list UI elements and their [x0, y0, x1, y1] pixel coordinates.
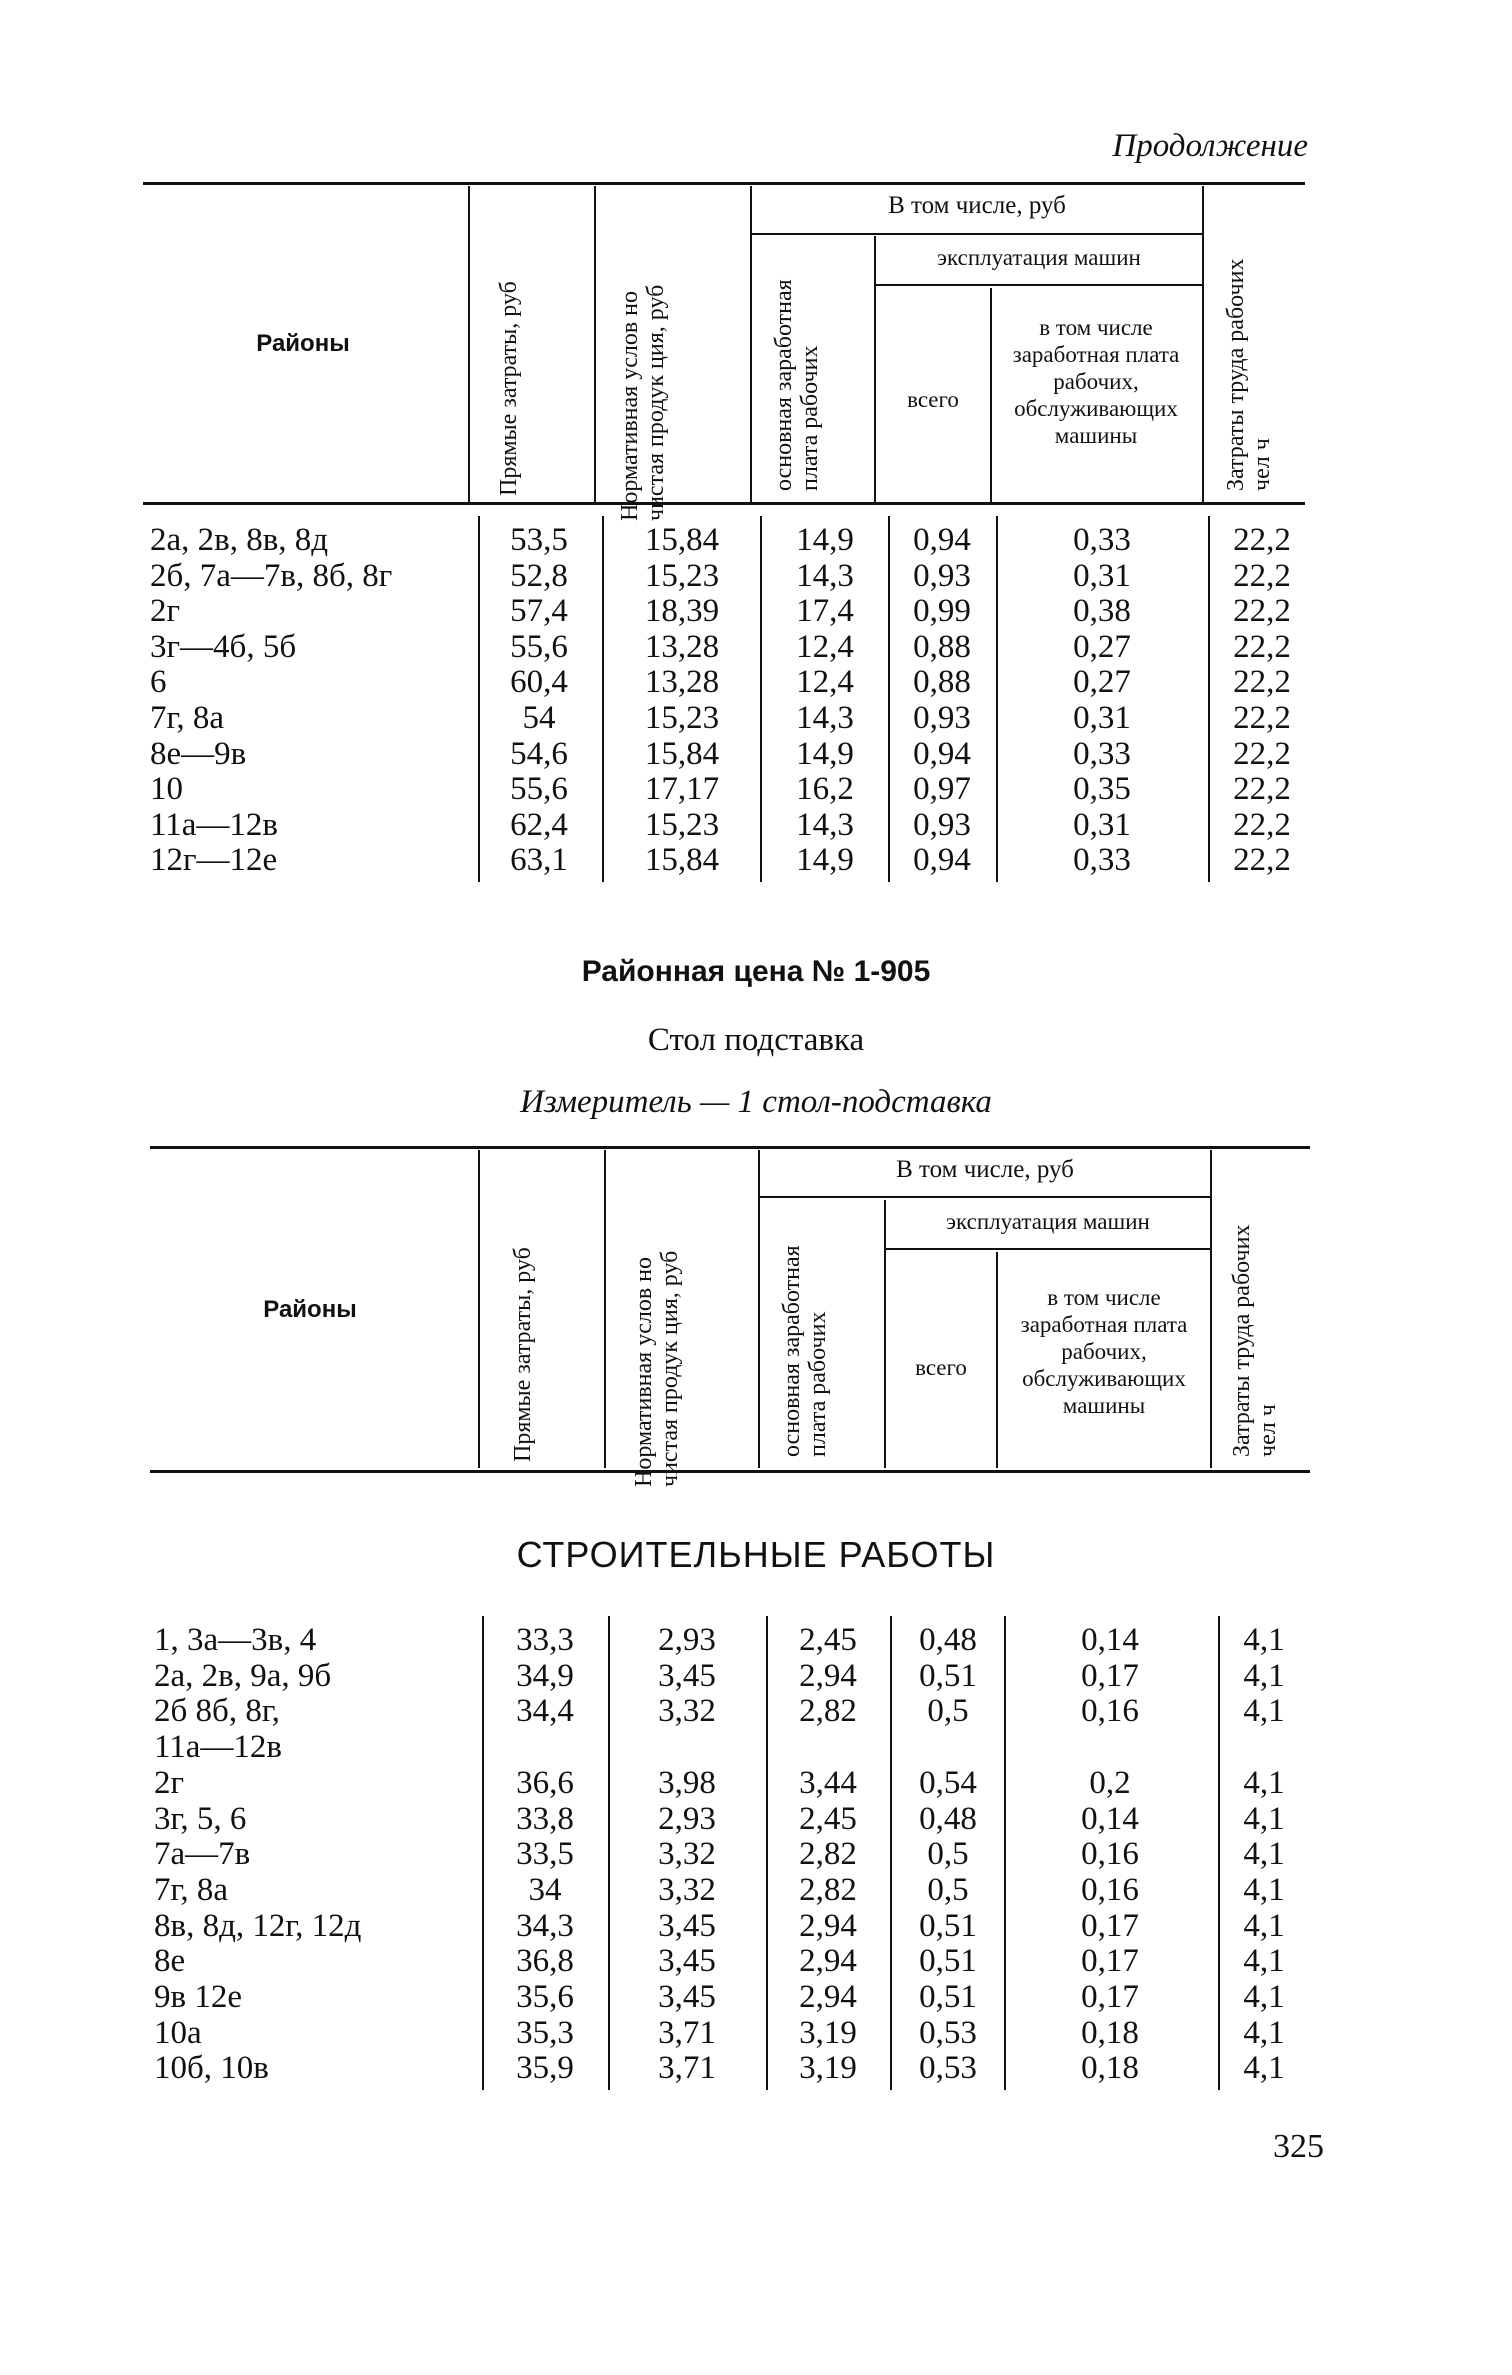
cell-direct: 52,8 [510, 557, 568, 594]
col-machine-op-2: эксплуатация машин [946, 1209, 1150, 1234]
cell-direct: 55,6 [510, 771, 568, 808]
cell-direct: 55,6 [510, 628, 568, 665]
cell-region: 10а [154, 2014, 202, 2051]
cell-labor: 22,2 [1233, 628, 1291, 665]
cell-wage: 3,19 [799, 2050, 857, 2087]
col-labor-2: Затраты труда рабочих чел ч [1229, 1224, 1281, 1457]
cell-norm: 13,28 [644, 664, 720, 701]
cell-total: 0,51 [919, 1979, 977, 2015]
col-regions-2: Районы [263, 1296, 357, 1323]
cell-total: 0,93 [913, 806, 971, 843]
cell-wage: 16,2 [796, 771, 854, 808]
cell-norm: 2,93 [658, 1622, 716, 1658]
col-labor: Затраты труда рабочих чел ч [1223, 258, 1275, 491]
cell-region: 2а, 2в, 8в, 8д [150, 522, 329, 558]
price-title: Районная цена № 1-905 [581, 955, 931, 988]
cell-region: 3г, 5, 6 [154, 1800, 247, 1837]
cell-region: 3г—4б, 5б [150, 628, 297, 665]
cell-incl: 0,14 [1081, 1622, 1139, 1658]
col-direct: Прямые затраты, руб [496, 281, 522, 496]
cell-incl: 0,33 [1073, 842, 1131, 879]
cell-wage: 2,94 [799, 1943, 857, 1980]
cell-incl: 0,16 [1081, 1871, 1139, 1908]
cell-norm: 3,71 [658, 2050, 716, 2087]
cell-norm: 17,17 [644, 771, 720, 808]
cell-labor: 22,2 [1233, 806, 1291, 843]
cell-total: 0,93 [913, 557, 971, 594]
item-name: Стол подставка [647, 1022, 865, 1058]
col-incl-wage-2: в том числе заработная плата рабочих, обслуживающих машины [1020, 1285, 1188, 1418]
cell-wage: 17,4 [796, 593, 854, 630]
col-including: В том числе, руб [888, 192, 1066, 219]
col-total: всего [907, 387, 959, 412]
cell-incl: 0,18 [1081, 2050, 1139, 2087]
cell-labor: 22,2 [1233, 842, 1291, 879]
cell-direct: 53,5 [510, 522, 568, 558]
cell-labor: 4,1 [1243, 1871, 1285, 1908]
cell-incl: 0,14 [1081, 1800, 1139, 1837]
cell-wage: 2,82 [799, 1693, 857, 1730]
cell-norm: 15,23 [644, 557, 720, 594]
cell-incl: 0,33 [1073, 735, 1131, 772]
cell-labor: 4,1 [1243, 1800, 1285, 1837]
cell-direct: 60,4 [510, 664, 568, 701]
cell-wage: 14,3 [796, 806, 854, 843]
cell-labor: 4,1 [1243, 1943, 1285, 1980]
cell-region: 11а—12в [150, 806, 279, 843]
cell-norm: 3,45 [658, 1657, 716, 1694]
cell-total: 0,94 [913, 735, 971, 772]
col-base-wage: основная заработная плата рабочих [771, 279, 823, 491]
cell-norm: 3,71 [658, 2014, 716, 2051]
col-machine-op: эксплуатация машин [937, 245, 1141, 270]
col-including-2: В том числе, руб [896, 1156, 1074, 1183]
cell-incl: 0,31 [1073, 700, 1131, 736]
cell-total: 0,53 [919, 2050, 977, 2087]
cell-norm: 3,45 [658, 1907, 716, 1944]
cell-labor: 4,1 [1243, 1836, 1285, 1873]
cell-norm: 15,84 [644, 735, 720, 772]
cell-wage: 2,94 [799, 1907, 857, 1944]
cell-incl: 0,17 [1081, 1657, 1139, 1694]
cell-wage: 3,44 [799, 1764, 857, 1801]
cell-direct: 33,5 [516, 1836, 574, 1873]
cell-norm: 2,93 [658, 1800, 716, 1837]
cell-direct: 62,4 [510, 806, 568, 843]
cell-labor: 22,2 [1233, 664, 1291, 701]
cell-labor: 4,1 [1243, 1693, 1285, 1730]
cell-incl: 0,27 [1073, 664, 1131, 701]
cell-labor: 22,2 [1233, 557, 1291, 594]
cell-region: 10б, 10в [154, 2050, 269, 2087]
cell-region: 2г [154, 1764, 185, 1801]
cell-labor: 22,2 [1233, 771, 1291, 808]
cell-total: 0,48 [919, 1622, 977, 1658]
cell-wage: 14,3 [796, 700, 854, 736]
cell-incl: 0,31 [1073, 557, 1131, 594]
cell-wage: 14,9 [796, 735, 854, 772]
cell-total: 0,88 [913, 664, 971, 701]
col-base-wage-2: основная заработная плата рабочих [779, 1245, 831, 1457]
col-regions: Районы [256, 330, 350, 357]
cell-direct: 35,6 [516, 1979, 574, 2015]
cell-incl: 0,17 [1081, 1979, 1139, 2015]
cell-total: 0,51 [919, 1907, 977, 1944]
cell-direct: 63,1 [510, 842, 568, 879]
continuation-label: Продолжение [1112, 128, 1308, 164]
col-direct-2: Прямые затраты, руб [510, 1247, 536, 1462]
cell-region: 2а, 2в, 9а, 9б [154, 1657, 332, 1694]
cell-total: 0,5 [927, 1693, 969, 1730]
cell-wage: 2,94 [799, 1979, 857, 2015]
cell-wage: 3,19 [799, 2014, 857, 2051]
cell-labor: 4,1 [1243, 2014, 1285, 2051]
cell-labor: 4,1 [1243, 1907, 1285, 1944]
cell-total: 0,48 [919, 1800, 977, 1837]
measure: Измеритель — 1 стол-подставка [520, 1084, 992, 1120]
cell-norm: 15,84 [644, 522, 720, 558]
cell-region: 8е [154, 1943, 186, 1980]
cell-wage: 2,82 [799, 1836, 857, 1873]
cell-norm: 3,32 [658, 1693, 716, 1730]
cell-wage: 2,94 [799, 1657, 857, 1694]
cell-region: 7а—7в [154, 1836, 251, 1873]
cell-norm: 3,98 [658, 1764, 716, 1801]
cell-incl: 0,18 [1081, 2014, 1139, 2051]
cell-wage: 12,4 [796, 628, 854, 665]
cell-direct: 54 [522, 700, 556, 736]
cell-direct: 34,3 [516, 1907, 574, 1944]
cell-direct: 34,9 [516, 1657, 574, 1694]
cell-region: 7г, 8а [150, 700, 224, 736]
cell-total: 0,99 [913, 593, 971, 630]
cell-region: 8в, 8д, 12г, 12д [154, 1907, 362, 1944]
cell-labor: 22,2 [1233, 700, 1291, 736]
cell-region: 8е—9в [150, 735, 247, 772]
col-total-2: всего [915, 1355, 967, 1380]
cell-norm: 3,45 [658, 1943, 716, 1980]
cell-labor: 4,1 [1243, 2050, 1285, 2087]
cell-region: 9в 12е [154, 1979, 242, 2015]
cell-labor: 22,2 [1233, 735, 1291, 772]
cell-incl: 0,27 [1073, 628, 1131, 665]
cell-region: 2б, 7а—7в, 8б, 8г [150, 557, 393, 594]
cell-incl: 0,38 [1073, 593, 1131, 630]
cell-region: 12г—12е [150, 842, 278, 879]
cell-direct: 34,4 [516, 1693, 574, 1730]
cell-norm: 15,84 [644, 842, 720, 879]
cell-incl: 0,2 [1089, 1764, 1131, 1801]
cell-norm: 13,28 [644, 628, 720, 665]
col-incl-wage: в том числе заработная плата рабочих, обслуживающих машины [1012, 315, 1180, 448]
cell-total: 0,54 [919, 1764, 977, 1801]
cell-total: 0,94 [913, 522, 971, 558]
cell-norm: 15,23 [644, 700, 720, 736]
cell-total: 0,88 [913, 628, 971, 665]
cell-region: 2б 8б, 8г, [154, 1693, 280, 1730]
cell-wage: 2,82 [799, 1871, 857, 1908]
cell-wage: 12,4 [796, 664, 854, 701]
cell-direct: 36,8 [516, 1943, 574, 1980]
cell-total: 0,94 [913, 842, 971, 879]
page-number: 325 [1273, 2128, 1324, 2165]
cell-region: 7г, 8а [154, 1871, 228, 1908]
cell-total: 0,97 [913, 771, 971, 808]
cell-incl: 0,17 [1081, 1907, 1139, 1944]
cell-direct: 35,3 [516, 2014, 574, 2051]
cell-region: 2г [150, 593, 181, 630]
section-title: СТРОИТЕЛЬНЫЕ РАБОТЫ [516, 1534, 996, 1575]
cell-direct: 35,9 [516, 2050, 574, 2087]
cell-wage: 14,3 [796, 557, 854, 594]
cell-direct: 36,6 [516, 1764, 574, 1801]
cell-wage: 14,9 [796, 522, 854, 558]
cell-labor: 4,1 [1243, 1622, 1285, 1658]
cell-labor: 22,2 [1233, 593, 1291, 630]
cell-labor: 22,2 [1233, 522, 1291, 558]
cell-norm: 15,23 [644, 806, 720, 843]
cell-direct: 34 [528, 1871, 562, 1908]
cell-norm: 3,45 [658, 1979, 716, 2015]
col-normative-2: Нормативная услов но чистая продук ция, руб [631, 1250, 683, 1487]
cell-total: 0,51 [919, 1943, 977, 1980]
cell-incl: 0,16 [1081, 1693, 1139, 1730]
cell-norm: 3,32 [658, 1871, 716, 1908]
cell-incl: 0,35 [1073, 771, 1131, 808]
col-normative: Нормативная услов но чистая продук ция, руб [617, 284, 669, 521]
cell-direct: 54,6 [510, 735, 568, 772]
cell-wage: 2,45 [799, 1800, 857, 1837]
cell-region: 11а—12в [154, 1729, 283, 1766]
cell-incl: 0,16 [1081, 1836, 1139, 1873]
cell-region: 10 [150, 771, 183, 808]
cell-wage: 14,9 [796, 842, 854, 879]
cell-labor: 4,1 [1243, 1657, 1285, 1694]
cell-norm: 18,39 [644, 593, 720, 630]
cell-direct: 57,4 [510, 593, 568, 630]
cell-direct: 33,8 [516, 1800, 574, 1837]
cell-incl: 0,31 [1073, 806, 1131, 843]
cell-norm: 3,32 [658, 1836, 716, 1873]
cell-region: 1, 3а—3в, 4 [154, 1622, 317, 1658]
cell-direct: 33,3 [516, 1622, 574, 1658]
cell-total: 0,51 [919, 1657, 977, 1694]
cell-region: 6 [150, 664, 167, 701]
cell-total: 0,93 [913, 700, 971, 736]
cell-incl: 0,33 [1073, 522, 1131, 558]
cell-wage: 2,45 [799, 1622, 857, 1658]
cell-total: 0,5 [927, 1871, 969, 1908]
cell-total: 0,5 [927, 1836, 969, 1873]
cell-labor: 4,1 [1243, 1764, 1285, 1801]
cell-labor: 4,1 [1243, 1979, 1285, 2015]
cell-incl: 0,17 [1081, 1943, 1139, 1980]
cell-total: 0,53 [919, 2014, 977, 2051]
